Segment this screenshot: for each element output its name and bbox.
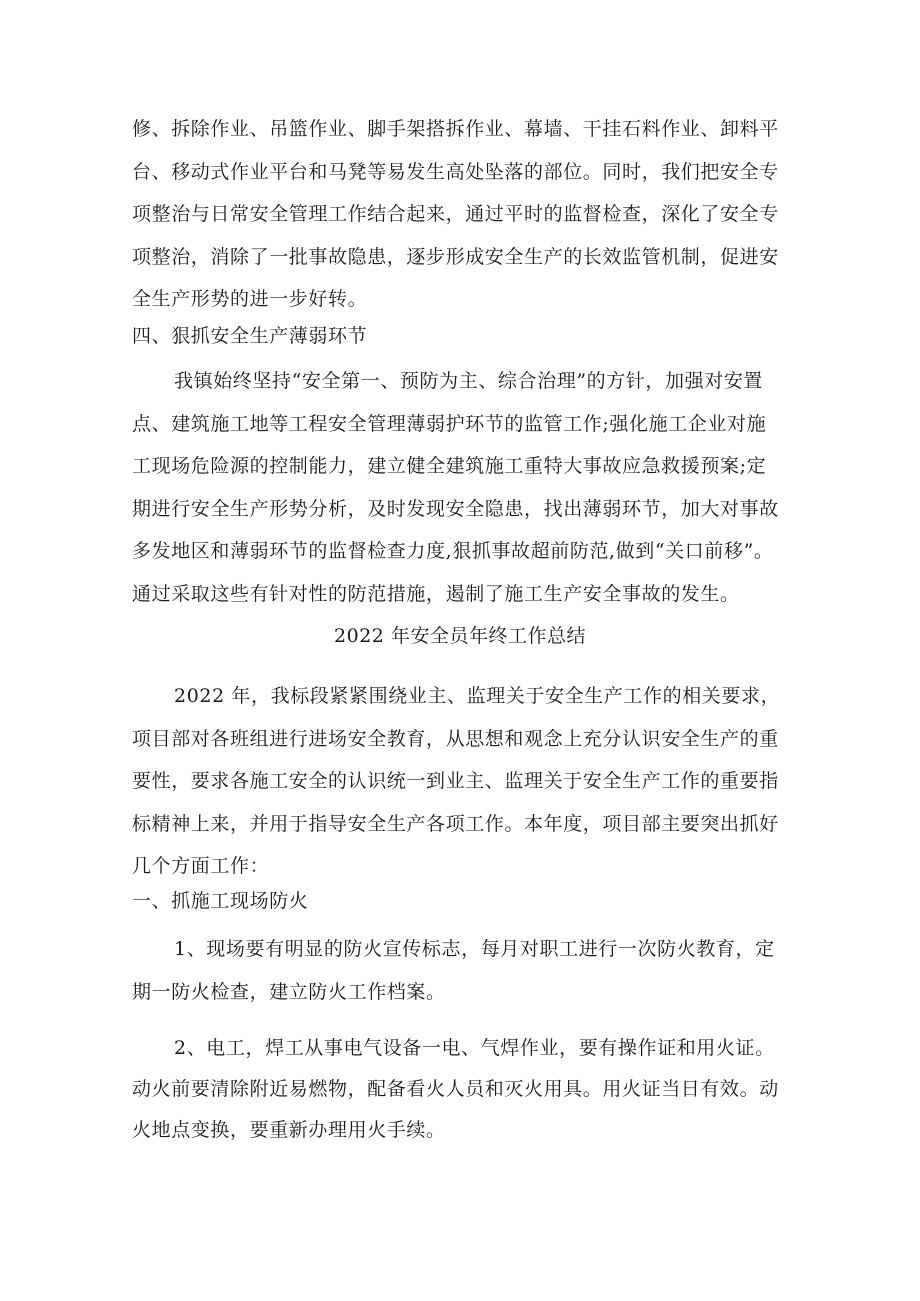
text-line: 几个方面工作： (132, 855, 270, 877)
text-line: 1、现场要有明显的防火宣传标志，每月对职工进行一次防火教育，定 (174, 938, 775, 960)
text-line: 点、建筑施工地等工程安全管理薄弱护环节的监管工作;强化施工企业对施 (132, 412, 767, 435)
text-line: 修、拆除作业、吊篮作业、脚手架搭拆作业、幕墙、干挂石料作业、卸料平 (132, 118, 779, 140)
section-four-paragraph (132, 360, 794, 615)
text-line: 项整治，消除了一批事故隐患，逐步形成安全生产的长效监管机制，促进安 (132, 245, 779, 268)
text-line: 我镇始终坚持“安全第一、预防为主、综合治理”的方针，加强对安置 (174, 370, 764, 392)
text-line: 2022 年，我标段紧紧围绕业主、监理关于安全生产工作的相关要求， (174, 685, 781, 707)
item-one-paragraph (132, 928, 794, 1013)
document-title: 2022 年安全员年终工作总结 (334, 625, 586, 647)
section-one-heading: 一、抓施工现场防火 (132, 890, 309, 912)
text-line: 项整治与日常安全管理工作结合起来，通过平时的监督检查，深化了安全专 (132, 203, 779, 225)
text-line: 要性，要求各施工安全的认识统一到业主、监理关于安全生产工作的重要指 (132, 770, 779, 792)
text-line: 期进行安全生产形势分析，及时发现安全隐患，找出薄弱环节，加大对事故 (132, 497, 779, 520)
paragraph-continued (132, 108, 794, 321)
text-line: 期一防火检查，建立防火工作档案。 (132, 980, 446, 1003)
text-line: 多发地区和薄弱环节的监督检查力度,狠抓事故超前防范,做到“关口前移”。 (132, 540, 774, 562)
text-line: 工现场危险源的控制能力，建立健全建筑施工重特大事故应急救援预案;定 (132, 455, 767, 477)
text-line: 台、移动式作业平台和马凳等易发生高处坠落的部位。同时，我们把安全专 (132, 160, 779, 183)
text-line: 通过采取这些有针对性的防范措施，遏制了施工生产安全事故的发生。 (132, 582, 740, 605)
section-four-heading: 四、狠抓安全生产薄弱环节 (132, 325, 368, 347)
text-line: 2、电工，焊工从事电气设备一电、气焊作业，要有操作证和用火证。 (174, 1037, 775, 1059)
item-two-paragraph (132, 1028, 794, 1151)
text-line: 项目部对各班组进行进场安全教育，从思想和观念上充分认识安全生产的重 (132, 727, 779, 750)
text-line: 动火前要清除附近易燃物，配备看火人员和灭火用具。用火证当日有效。动 (132, 1078, 779, 1100)
text-line: 全生产形势的进一步好转。 (132, 288, 368, 310)
intro-paragraph (132, 675, 794, 888)
text-line: 标精神上来，并用于指导安全生产各项工作。本年度，项目部主要突出抓好 (132, 812, 779, 835)
text-line: 火地点变换，要重新办理用火手续。 (132, 1119, 446, 1141)
